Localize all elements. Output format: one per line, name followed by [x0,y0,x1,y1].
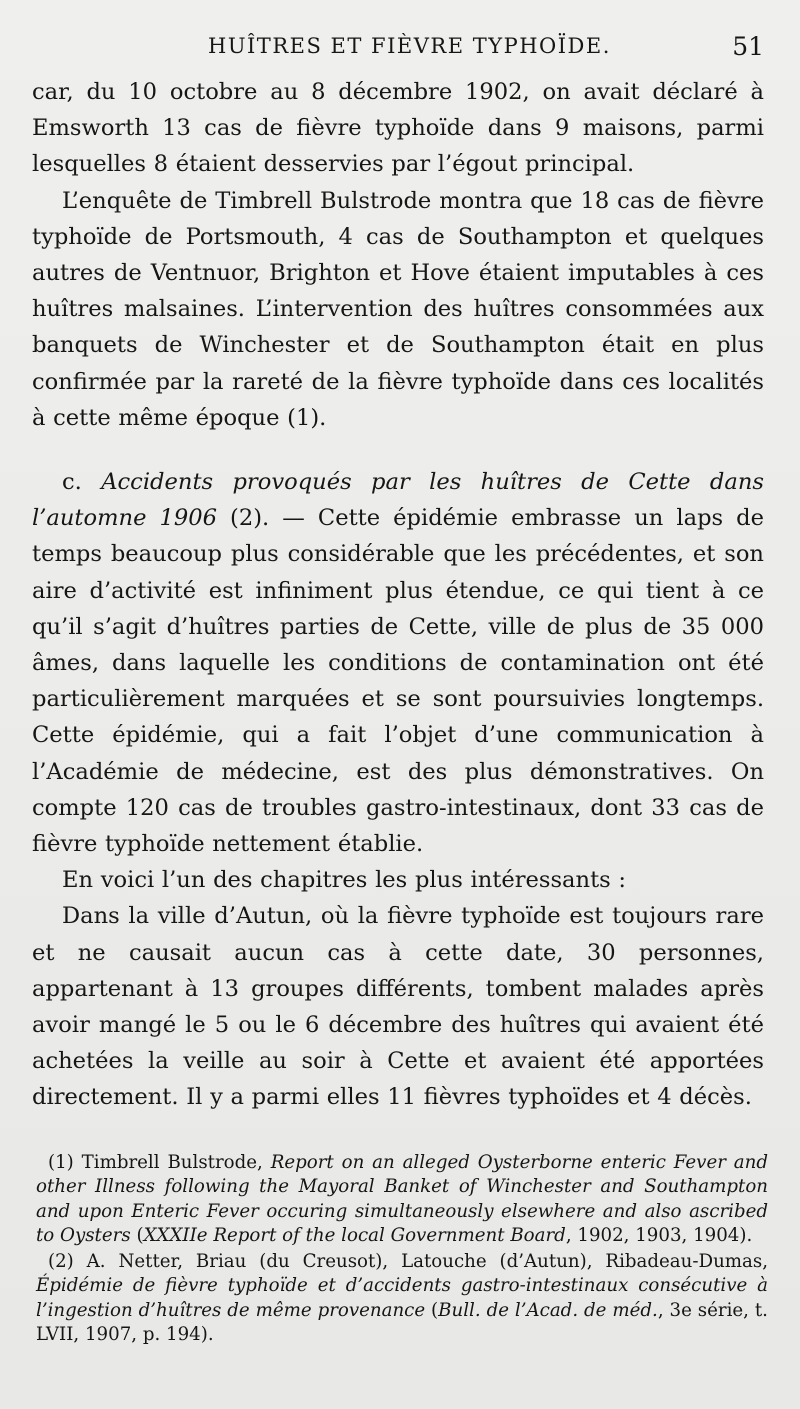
section-label: c. [62,469,82,496]
paragraph-3 [32,464,764,862]
paragraph-1: car, du 10 octobre au 8 décembre 1902, on avait déclaré à Emsworth 13 cas de fièvre typhoïde dans 9 maisons, parmi lesquelles 8 étaient desservies par l’égout principal. [32,79,764,178]
footnotes [36,1151,768,1349]
footnote-1 [36,1151,768,1248]
footnote-1-open: ( [130,1224,144,1246]
footnote-1-title: Report on an alleged Oysterborne enteric Fever and other Illness following the Mayoral Banket of Winchester and Southampton and upon Enteric Fever occuring simultaneously elsewhere and also ascribed to Oysters [36,1152,768,1246]
footnote-1-tail: , 1902, 1903, 1904). [565,1224,753,1246]
section-title: Accidents provoqués par les huîtres de Cette dans l’automne 1906 [32,469,764,532]
paragraph-5: Dans la ville d’Autun, où la fièvre typhoïde est toujours rare et ne causait aucun cas à cette date, 30 personnes, appartenant à 13 groupes différents, tombent malades après avoir mangé le 5 ou le 6 décembre des huîtres qui avaient été achetées la veille au soir à Cette et avaient été apportées directement. Il y a parmi elles 11 fièvres typhoïdes et 4 décès. [32,903,764,1111]
footnote-1-author: Timbrell Bulstrode, [81,1152,271,1173]
footnote-ref-2: (2). — [217,505,318,532]
footnote-1-marker: (1) [48,1152,82,1173]
page-header [0,32,800,72]
footnote-2-tail: , 3e série, t. LVII, 1907, p. 194). [36,1299,768,1346]
footnote-2-title: Épidémie de fièvre typhoïde et d’accidents gastro-intestinaux consécutive à l’ingestion d’huîtres de même provenance [36,1275,768,1321]
footnote-2-open: ( [425,1299,439,1321]
footnote-2 [36,1250,768,1347]
footnote-2-source: Bull. de l’Acad. de méd. [438,1299,658,1321]
footnote-2-marker: (2) [48,1251,87,1273]
running-head: HUÎTRES ET FIÈVRE TYPHOÏDE. [208,34,611,58]
footnote-1-source: XXXIIe Report of the local Government Board [143,1224,566,1246]
paragraph-4: En voici l’un des chapitres les plus intéressants : [62,867,627,894]
page-number: 51 [732,32,764,61]
paragraph-gap [32,436,764,464]
paragraph-2: L’enquête de Timbrell Bulstrode montra que 18 cas de fièvre typhoïde de Portsmouth, 4 cas de Southampton et quelques autres de Ventnuor, Brighton et Hove étaient imputables à ces huîtres malsaines. L’intervention des huîtres consommées aux banquets de Winchester et de Southampton était en plus confirmée par la rareté de la fièvre typhoïde dans ces localités à cette même époque (1). [32,187,764,431]
footnote-2-authors: A. Netter, Briau (du Creusot), Latouche (d’Autun), Ribadeau-Dumas, [86,1251,769,1273]
paragraph-3-text: Cette épidémie embrasse un laps de temps beaucoup plus considérable que les précédentes, et son aire d’activité est infiniment plus étendue, ce qui tient à ce qu’il s’agit d’huîtres parties de Cette, ville de plus de 35 000 âmes, dans laquelle les conditions de contamination ont été particulièrement marquées et se sont poursuivies longtemps. Cette épidémie, qui a fait l’objet d’une communication à l’Académie de médecine, est des plus démonstratives. On compte 120 cas de troubles gastro-intestinaux, dont 33 cas de fièvre typhoïde nettement établie. [32,505,764,858]
body-text [32,74,764,1116]
